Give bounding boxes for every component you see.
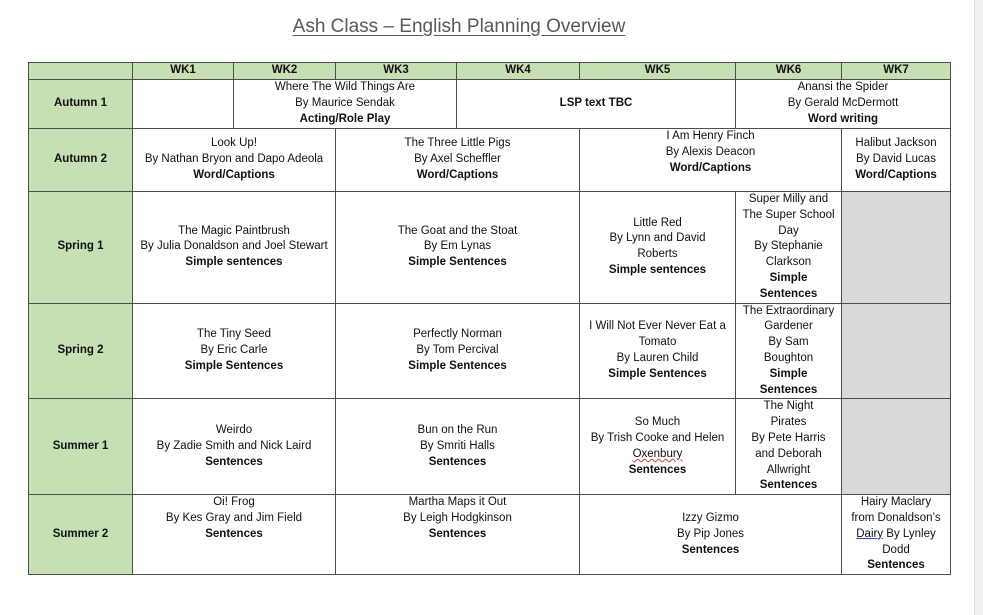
book-title: The Three Little Pigs [404, 137, 511, 150]
book-author: By Sam [768, 336, 809, 349]
book-title-line [844, 527, 948, 543]
book-cell [736, 399, 842, 495]
term-row-spring-1 [29, 192, 951, 304]
book-title: Hairy Maclary [860, 496, 932, 509]
writing-focus: Sentences [205, 527, 263, 540]
book-cell [336, 495, 580, 575]
term-label: Autumn 2 [29, 129, 133, 192]
book-title: Weirdo [215, 424, 253, 437]
book-author: By Em Lynas [423, 240, 492, 253]
writing-focus: Sentences [428, 455, 487, 468]
week-header: WK5 [580, 63, 736, 80]
book-title: The Tiny Seed [196, 328, 272, 341]
term-label: Autumn 1 [29, 80, 133, 129]
book-cell [133, 399, 336, 495]
writing-focus: Sentences [759, 479, 818, 492]
writing-focus: Sentences [759, 383, 818, 396]
term-label: Spring 1 [29, 192, 133, 304]
week-header: WK6 [736, 63, 842, 80]
book-title: LSP text TBC [559, 97, 633, 110]
writing-focus: Simple Sentences [408, 359, 507, 372]
book-author: By Lauren Child [616, 351, 699, 364]
writing-focus: Word/Captions [416, 168, 499, 181]
term-label: Summer 2 [29, 495, 133, 575]
writing-focus: Sentences [759, 287, 818, 300]
book-author: By Lynn and David [609, 232, 706, 245]
book-author: Roberts [637, 248, 678, 261]
book-cell [336, 399, 580, 495]
book-author: By Zadie Smith and Nick Laird [156, 439, 312, 452]
writing-focus: Sentences [681, 543, 740, 556]
book-author: By Alexis Deacon [665, 145, 756, 158]
writing-focus: Simple Sentences [184, 359, 284, 372]
book-author: By Tom Percival [416, 344, 499, 357]
book-title: I Am Henry Finch [666, 130, 755, 142]
book-author: By Gerald McDermott [787, 97, 899, 110]
book-cell [133, 129, 336, 192]
week-header: WK4 [457, 63, 580, 80]
empty-grey-cell [842, 303, 951, 399]
writing-focus: Sentences [205, 455, 263, 468]
book-cell [736, 192, 842, 304]
book-cell [842, 129, 951, 192]
book-title: The Magic Paintbrush [178, 224, 290, 237]
book-title: The Night [763, 400, 814, 413]
book-title: I Will Not Ever Never Eat a [589, 320, 726, 333]
book-title: Tomato [638, 336, 677, 349]
term-label: Summer 1 [29, 399, 133, 495]
book-cell [580, 303, 736, 399]
book-cell [580, 495, 842, 575]
book-author: Boughton [763, 351, 814, 364]
book-title: Day [778, 224, 799, 237]
writing-focus: Sentences [428, 527, 487, 540]
book-title: Gardener [764, 320, 813, 333]
book-title: Perfectly Norman [413, 328, 502, 341]
book-title: from Donaldson’s [851, 511, 941, 524]
book-title: The Super School [742, 208, 835, 221]
term-row-autumn-1 [29, 80, 951, 129]
week-header: WK3 [336, 63, 457, 80]
book-cell [580, 129, 842, 192]
writing-focus: Simple sentences [608, 264, 707, 277]
book-author: By Pip Jones [676, 527, 745, 540]
book-cell [580, 192, 736, 304]
term-label: Spring 2 [29, 303, 133, 399]
book-author: Allwright [766, 463, 811, 476]
book-author: By Kes Gray and Jim Field [165, 511, 303, 524]
book-title: Pirates [770, 416, 807, 429]
book-author: By Trish Cooke and Helen [590, 431, 725, 444]
book-author: Clarkson [765, 256, 812, 269]
book-cell [336, 129, 580, 192]
book-title: Super Milly and [748, 193, 829, 205]
book-cell [736, 303, 842, 399]
book-cell [234, 80, 457, 129]
writing-focus: Sentences [867, 559, 925, 572]
writing-focus: Word/Captions [855, 168, 937, 181]
empty-cell [133, 80, 234, 129]
term-row-summer-1 [29, 399, 951, 495]
writing-focus: Word writing [807, 112, 879, 125]
book-author: By David Lucas [856, 153, 936, 166]
book-author: By Maurice Sendak [295, 97, 395, 110]
book-cell [133, 495, 336, 575]
week-header: WK7 [842, 63, 951, 80]
writing-focus: Simple [769, 367, 808, 380]
book-title: The Goat and the Stoat [397, 224, 518, 237]
planning-table [28, 62, 951, 575]
book-author: By Eric Carle [200, 344, 268, 357]
empty-grey-cell [842, 399, 951, 495]
book-author: By Julia Donaldson and Joel Stewart [140, 240, 328, 253]
book-author: and Deborah [755, 447, 822, 460]
book-author: By Axel Scheffler [414, 153, 501, 166]
book-author: By Smriti Halls [420, 439, 495, 452]
book-author: Oxenbury [632, 447, 683, 460]
book-cell [336, 192, 580, 304]
book-author: By Lynley [883, 527, 936, 540]
book-author: By Nathan Bryon and Dapo Adeola [144, 153, 324, 166]
writing-focus: Simple sentences [185, 256, 283, 269]
book-title: Izzy Gizmo [682, 511, 739, 524]
scrollbar-track[interactable] [974, 0, 983, 615]
writing-focus: Simple Sentences [608, 367, 707, 380]
writing-focus: Simple Sentences [408, 256, 507, 269]
writing-focus: Sentences [628, 463, 687, 476]
book-cell [336, 303, 580, 399]
book-cell [457, 80, 736, 129]
book-cell [133, 303, 336, 399]
term-row-summer-2 [29, 495, 951, 575]
book-title: The Extraordinary [742, 304, 835, 317]
term-row-autumn-2 [29, 129, 951, 192]
book-cell [580, 399, 736, 495]
writing-focus: Acting/Role Play [299, 112, 391, 125]
book-title: Where The Wild Things Are [274, 81, 416, 94]
book-title-word: Dairy [856, 527, 884, 540]
page-title: Ash Class – English Planning Overview [292, 16, 626, 37]
week-header: WK1 [133, 63, 234, 80]
book-title: So Much [634, 416, 681, 429]
book-author: By Stephanie [754, 240, 823, 253]
writing-focus: Word/Captions [193, 168, 275, 181]
book-cell [133, 192, 336, 304]
week-header: WK2 [234, 63, 336, 80]
book-title: Halibut Jackson [855, 137, 937, 150]
empty-grey-cell [842, 192, 951, 304]
corner-cell [29, 63, 133, 80]
book-title: Martha Maps it Out [408, 496, 507, 509]
book-cell [736, 80, 951, 129]
book-author: By Pete Harris [751, 431, 826, 444]
week-header-row [29, 63, 951, 80]
book-author: By Leigh Hodgkinson [403, 511, 512, 524]
book-title: Little Red [633, 216, 682, 229]
book-title: Oi! Frog [213, 496, 255, 509]
book-cell [842, 495, 951, 575]
book-author: Dodd [882, 543, 910, 556]
book-title: Look Up! [210, 137, 258, 150]
writing-focus: Word/Captions [669, 161, 752, 174]
book-title: Anansi the Spider [797, 81, 889, 94]
book-title: Bun on the Run [417, 424, 498, 437]
term-row-spring-2 [29, 303, 951, 399]
writing-focus: Simple [769, 271, 808, 284]
